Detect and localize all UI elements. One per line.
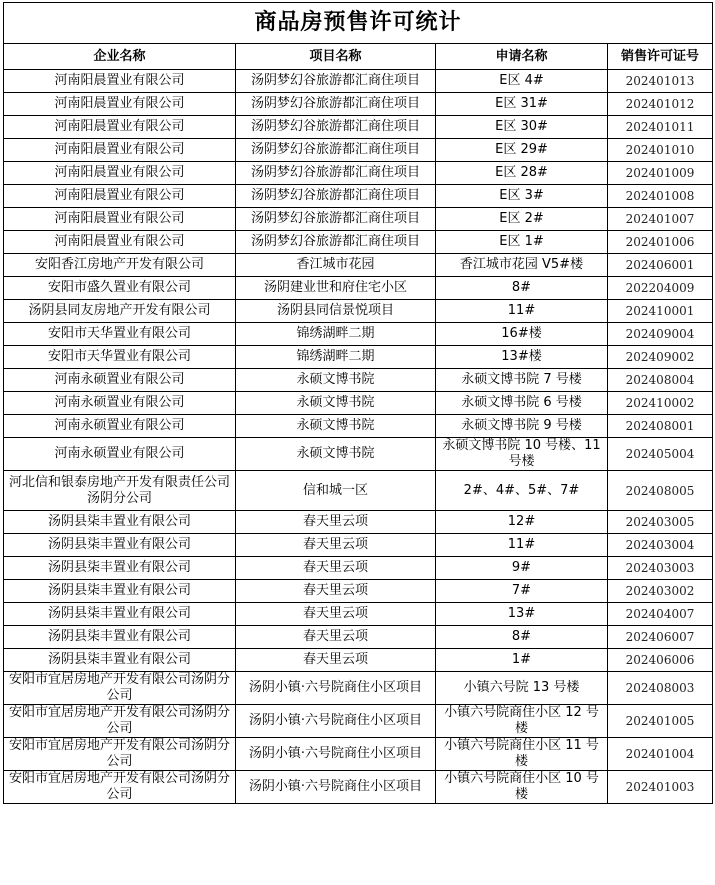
cell-permit-number: 202410002 xyxy=(608,392,713,415)
cell-permit-number: 202204009 xyxy=(608,277,713,300)
cell-permit-number: 202409002 xyxy=(608,346,713,369)
cell-company: 安阳市宜居房地产开发有限公司汤阴分公司 xyxy=(4,672,236,705)
cell-application: 7# xyxy=(436,580,608,603)
cell-application: 香江城市花园 V5#楼 xyxy=(436,254,608,277)
cell-permit-number: 202401011 xyxy=(608,116,713,139)
table-row xyxy=(4,323,713,346)
cell-company: 河南阳晨置业有限公司 xyxy=(4,208,236,231)
header-permit-number: 销售许可证号 xyxy=(608,44,713,70)
cell-application: E区 30# xyxy=(436,116,608,139)
cell-company: 河南阳晨置业有限公司 xyxy=(4,162,236,185)
table-row xyxy=(4,557,713,580)
cell-permit-number: 202405004 xyxy=(608,438,713,471)
table-row xyxy=(4,580,713,603)
cell-company: 河南阳晨置业有限公司 xyxy=(4,93,236,116)
table-row xyxy=(4,392,713,415)
cell-project: 汤阴梦幻谷旅游都汇商住项目 xyxy=(236,162,436,185)
cell-project: 永硕文博书院 xyxy=(236,438,436,471)
table-row xyxy=(4,511,713,534)
header-company: 企业名称 xyxy=(4,44,236,70)
cell-permit-number: 202403003 xyxy=(608,557,713,580)
cell-permit-number: 202410001 xyxy=(608,300,713,323)
cell-company: 河北信和银泰房地产开发有限责任公司汤阴分公司 xyxy=(4,471,236,511)
cell-permit-number: 202409004 xyxy=(608,323,713,346)
cell-company: 安阳市宜居房地产开发有限公司汤阴分公司 xyxy=(4,705,236,738)
table-row xyxy=(4,415,713,438)
cell-application: 永硕文博书院 6 号楼 xyxy=(436,392,608,415)
title-row xyxy=(4,3,713,44)
table-row xyxy=(4,603,713,626)
table-row xyxy=(4,254,713,277)
cell-project: 汤阴梦幻谷旅游都汇商住项目 xyxy=(236,116,436,139)
cell-project: 春天里云项 xyxy=(236,649,436,672)
cell-project: 汤阴梦幻谷旅游都汇商住项目 xyxy=(236,93,436,116)
cell-permit-number: 202401008 xyxy=(608,185,713,208)
cell-permit-number: 202401012 xyxy=(608,93,713,116)
cell-permit-number: 202401003 xyxy=(608,771,713,804)
table-row xyxy=(4,771,713,804)
header-row xyxy=(4,44,713,70)
cell-project: 永硕文博书院 xyxy=(236,369,436,392)
table-row xyxy=(4,369,713,392)
cell-application: 9# xyxy=(436,557,608,580)
table-row xyxy=(4,70,713,93)
cell-project: 汤阴县同信景悦项目 xyxy=(236,300,436,323)
cell-company: 河南永硕置业有限公司 xyxy=(4,392,236,415)
cell-application: 永硕文博书院 10 号楼、11 号楼 xyxy=(436,438,608,471)
cell-application: 16#楼 xyxy=(436,323,608,346)
cell-project: 信和城一区 xyxy=(236,471,436,511)
cell-application: 1# xyxy=(436,649,608,672)
cell-application: E区 28# xyxy=(436,162,608,185)
cell-application: E区 29# xyxy=(436,139,608,162)
cell-application: 13# xyxy=(436,603,608,626)
header-project: 项目名称 xyxy=(236,44,436,70)
cell-permit-number: 202406001 xyxy=(608,254,713,277)
table-row xyxy=(4,626,713,649)
cell-company: 安阳市天华置业有限公司 xyxy=(4,323,236,346)
cell-project: 汤阴梦幻谷旅游都汇商住项目 xyxy=(236,231,436,254)
cell-application: 永硕文博书院 9 号楼 xyxy=(436,415,608,438)
cell-company: 汤阴县柒丰置业有限公司 xyxy=(4,534,236,557)
table-row xyxy=(4,534,713,557)
table-row xyxy=(4,738,713,771)
cell-project: 春天里云项 xyxy=(236,603,436,626)
cell-project: 汤阴小镇·六号院商住小区项目 xyxy=(236,672,436,705)
cell-company: 汤阴县柒丰置业有限公司 xyxy=(4,603,236,626)
table-row xyxy=(4,438,713,471)
cell-application: 11# xyxy=(436,300,608,323)
cell-application: 永硕文博书院 7 号楼 xyxy=(436,369,608,392)
cell-project: 春天里云项 xyxy=(236,580,436,603)
cell-company: 河南永硕置业有限公司 xyxy=(4,438,236,471)
cell-permit-number: 202401010 xyxy=(608,139,713,162)
table-row xyxy=(4,139,713,162)
cell-company: 汤阴县柒丰置业有限公司 xyxy=(4,557,236,580)
cell-application: 小镇六号院商住小区 11 号楼 xyxy=(436,738,608,771)
cell-project: 锦绣湖畔二期 xyxy=(236,323,436,346)
table-row xyxy=(4,231,713,254)
cell-application: 11# xyxy=(436,534,608,557)
cell-project: 春天里云项 xyxy=(236,534,436,557)
cell-permit-number: 202401006 xyxy=(608,231,713,254)
cell-project: 春天里云项 xyxy=(236,511,436,534)
cell-application: 8# xyxy=(436,277,608,300)
cell-project: 香江城市花园 xyxy=(236,254,436,277)
table-body xyxy=(4,70,713,804)
cell-company: 汤阴县同友房地产开发有限公司 xyxy=(4,300,236,323)
table-row xyxy=(4,208,713,231)
table-row xyxy=(4,185,713,208)
cell-project: 汤阴梦幻谷旅游都汇商住项目 xyxy=(236,185,436,208)
cell-project: 汤阴小镇·六号院商住小区项目 xyxy=(236,771,436,804)
cell-project: 汤阴小镇·六号院商住小区项目 xyxy=(236,705,436,738)
cell-company: 安阳市天华置业有限公司 xyxy=(4,346,236,369)
cell-company: 河南永硕置业有限公司 xyxy=(4,415,236,438)
cell-company: 河南阳晨置业有限公司 xyxy=(4,70,236,93)
cell-application: 13#楼 xyxy=(436,346,608,369)
cell-application: 小镇六号院商住小区 12 号楼 xyxy=(436,705,608,738)
cell-project: 春天里云项 xyxy=(236,557,436,580)
cell-permit-number: 202408004 xyxy=(608,369,713,392)
table-row xyxy=(4,705,713,738)
presale-permit-table xyxy=(3,2,713,804)
cell-company: 安阳香江房地产开发有限公司 xyxy=(4,254,236,277)
cell-company: 汤阴县柒丰置业有限公司 xyxy=(4,626,236,649)
header-application: 申请名称 xyxy=(436,44,608,70)
cell-company: 河南阳晨置业有限公司 xyxy=(4,185,236,208)
cell-company: 安阳市宜居房地产开发有限公司汤阴分公司 xyxy=(4,738,236,771)
cell-project: 汤阴梦幻谷旅游都汇商住项目 xyxy=(236,70,436,93)
table-row xyxy=(4,116,713,139)
cell-project: 锦绣湖畔二期 xyxy=(236,346,436,369)
cell-application: E区 3# xyxy=(436,185,608,208)
table-row xyxy=(4,649,713,672)
table-row xyxy=(4,93,713,116)
cell-permit-number: 202408005 xyxy=(608,471,713,511)
cell-permit-number: 202406007 xyxy=(608,626,713,649)
cell-company: 汤阴县柒丰置业有限公司 xyxy=(4,580,236,603)
table-row xyxy=(4,672,713,705)
cell-application: E区 31# xyxy=(436,93,608,116)
cell-project: 汤阴梦幻谷旅游都汇商住项目 xyxy=(236,139,436,162)
cell-company: 安阳市盛久置业有限公司 xyxy=(4,277,236,300)
cell-permit-number: 202403005 xyxy=(608,511,713,534)
cell-application: 12# xyxy=(436,511,608,534)
cell-application: E区 2# xyxy=(436,208,608,231)
cell-permit-number: 202404007 xyxy=(608,603,713,626)
cell-application: E区 1# xyxy=(436,231,608,254)
cell-company: 河南阳晨置业有限公司 xyxy=(4,231,236,254)
cell-company: 汤阴县柒丰置业有限公司 xyxy=(4,649,236,672)
cell-company: 河南阳晨置业有限公司 xyxy=(4,116,236,139)
cell-permit-number: 202406006 xyxy=(608,649,713,672)
cell-application: 8# xyxy=(436,626,608,649)
cell-company: 安阳市宜居房地产开发有限公司汤阴分公司 xyxy=(4,771,236,804)
table-row xyxy=(4,162,713,185)
cell-project: 永硕文博书院 xyxy=(236,392,436,415)
table-row xyxy=(4,471,713,511)
cell-permit-number: 202401013 xyxy=(608,70,713,93)
cell-permit-number: 202401004 xyxy=(608,738,713,771)
cell-company: 汤阴县柒丰置业有限公司 xyxy=(4,511,236,534)
cell-permit-number: 202401005 xyxy=(608,705,713,738)
cell-permit-number: 202401007 xyxy=(608,208,713,231)
cell-application: 2#、4#、5#、7# xyxy=(436,471,608,511)
table-title: 商品房预售许可统计 xyxy=(4,3,713,44)
cell-permit-number: 202403004 xyxy=(608,534,713,557)
cell-application: E区 4# xyxy=(436,70,608,93)
cell-project: 汤阴小镇·六号院商住小区项目 xyxy=(236,738,436,771)
cell-project: 汤阴建业世和府住宅小区 xyxy=(236,277,436,300)
cell-project: 汤阴梦幻谷旅游都汇商住项目 xyxy=(236,208,436,231)
permit-table-container xyxy=(3,2,712,804)
cell-project: 春天里云项 xyxy=(236,626,436,649)
cell-permit-number: 202408001 xyxy=(608,415,713,438)
cell-application: 小镇六号院 13 号楼 xyxy=(436,672,608,705)
table-row xyxy=(4,277,713,300)
cell-company: 河南阳晨置业有限公司 xyxy=(4,139,236,162)
cell-permit-number: 202401009 xyxy=(608,162,713,185)
table-row xyxy=(4,346,713,369)
cell-company: 河南永硕置业有限公司 xyxy=(4,369,236,392)
cell-permit-number: 202408003 xyxy=(608,672,713,705)
cell-permit-number: 202403002 xyxy=(608,580,713,603)
cell-application: 小镇六号院商住小区 10 号楼 xyxy=(436,771,608,804)
table-row xyxy=(4,300,713,323)
cell-project: 永硕文博书院 xyxy=(236,415,436,438)
